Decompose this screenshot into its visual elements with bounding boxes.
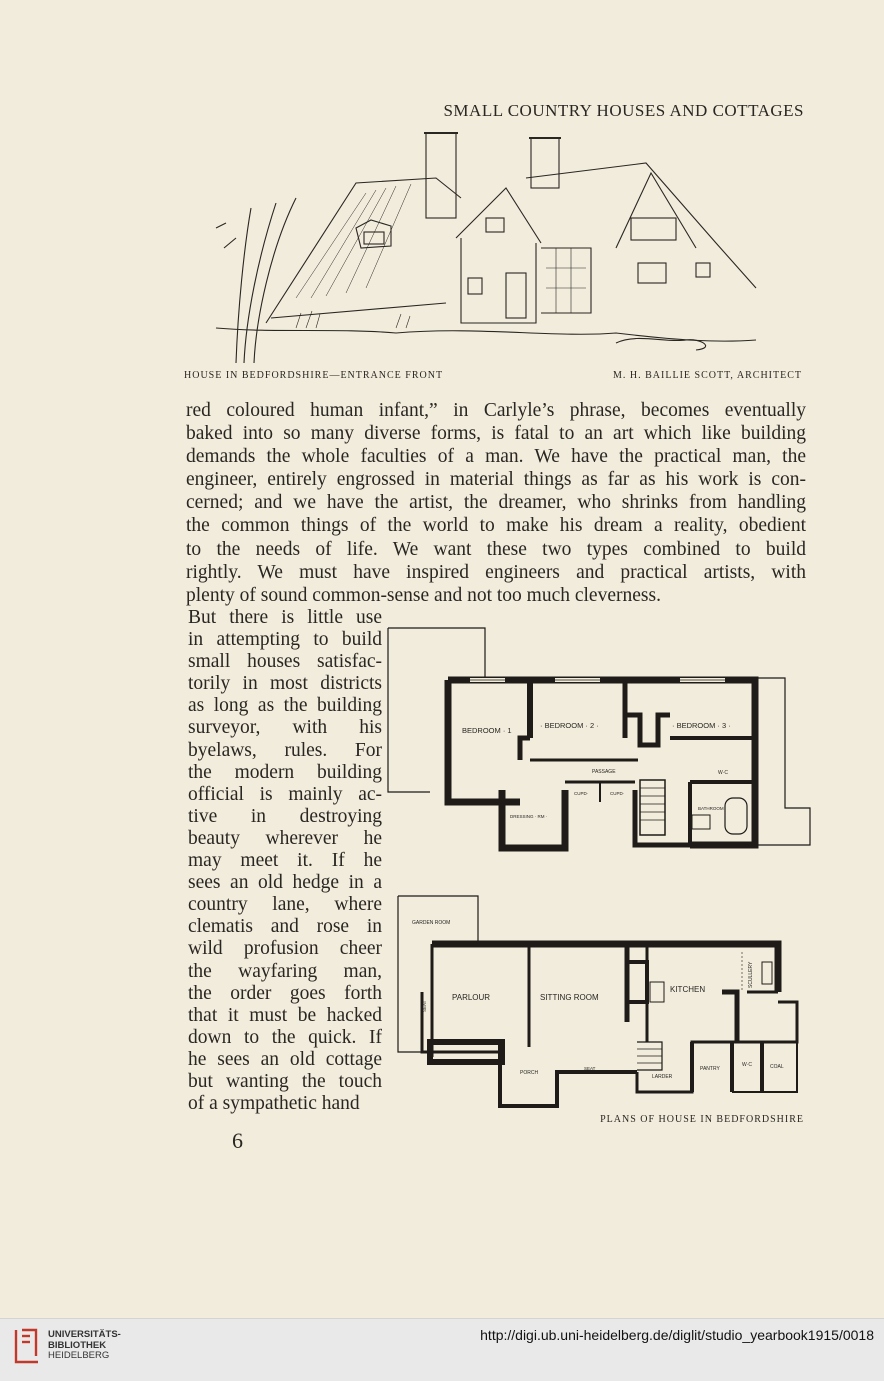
body-text-column (188, 607, 382, 1115)
text-line: but wanting the touch (188, 1070, 382, 1092)
plan-label-passage: PASSAGE (592, 769, 616, 775)
plan-label-sitting-room: SITTING ROOM (540, 993, 599, 1002)
text-line: the wayfaring man, (188, 960, 382, 982)
plan-label-wc: W·C (718, 770, 728, 776)
text-line: small houses satisfac- (188, 651, 382, 673)
text-line: byelaws, rules. For (188, 739, 382, 761)
plan-label-bathroom: BATHROOM (698, 806, 724, 811)
text-line: in attempting to build (188, 629, 382, 651)
plan-label-bedroom-1: BEDROOM · 1 (462, 726, 512, 735)
text-line: demands the whole faculties of a man. We have the practical man, the (186, 446, 806, 468)
text-line: the modern building (188, 761, 382, 783)
plan-label-scullery: SCULLERY (748, 961, 754, 988)
plan-label-coal: COAL (770, 1064, 784, 1070)
text-line: as long as the building (188, 695, 382, 717)
plan-label-seat: SEAT (584, 1066, 596, 1071)
house-sketch-illustration (196, 128, 816, 368)
plan-label-bedroom-2: · BEDROOM · 2 · (540, 721, 599, 730)
upper-floor-plan (380, 620, 816, 852)
text-line: plenty of sound common-sense and not too much cleverness. (186, 584, 661, 606)
illustration-caption: HOUSE IN BEDFORDSHIRE—ENTRANCE FRONT (184, 370, 444, 381)
plan-label-larder: LARDER (652, 1074, 673, 1080)
plan-label-kitchen: KITCHEN (670, 985, 706, 994)
text-line: the order goes forth (188, 982, 382, 1004)
plan-label-parlour: PARLOUR (452, 993, 491, 1002)
text-line: tive in destroying (188, 805, 382, 827)
text-line: cerned; and we have the artist, the dreamer, who shrinks from handling (186, 492, 806, 514)
text-line: engineer, entirely engrossed in material things as far as his work is con- (186, 469, 806, 491)
text-line: clematis and rose in (188, 916, 382, 938)
text-line: beauty wherever he (188, 827, 382, 849)
text-line: down to the quick. If (188, 1026, 382, 1048)
plan-label-cupboard: CUPD· (610, 791, 625, 796)
plan-label-garden-room: GARDEN ROOM (412, 920, 451, 926)
body-text-full-width (186, 399, 806, 607)
text-line: of a sympathetic hand (188, 1093, 360, 1115)
page-number: 6 (232, 1128, 243, 1153)
plan-label-cupboard: CUPD· (574, 791, 589, 796)
text-line: baked into so many diverse forms, is fatal to an art which like building (186, 423, 806, 445)
text-line: that it must be hacked (188, 1004, 382, 1026)
running-head: SMALL COUNTRY HOUSES AND COTTAGES (443, 101, 804, 120)
text-line: country lane, where (188, 894, 382, 916)
text-line: he sees an old cottage (188, 1048, 382, 1070)
plan-label-pantry: PANTRY (700, 1066, 720, 1072)
text-line: torily in most districts (188, 673, 382, 695)
plans-caption: PLANS OF HOUSE IN BEDFORDSHIRE (600, 1114, 804, 1125)
plan-label-bedroom-3: · BEDROOM · 3 · (672, 721, 731, 730)
plan-label-porch: PORCH (520, 1070, 539, 1076)
ground-floor-plan (392, 892, 804, 1110)
text-line: may meet it. If he (188, 850, 382, 872)
text-line: red coloured human infant,” in Carlyle’s phrase, becomes eventually (186, 400, 806, 421)
text-line: wild profusion cheer (188, 938, 382, 960)
text-line: rightly. We must have inspired engineers and practical artists, with (186, 561, 806, 583)
text-line: But there is little use (188, 607, 382, 628)
text-line: sees an old hedge in a (188, 872, 382, 894)
plan-label-dressing-room: DRESSING · RM · (510, 814, 548, 819)
source-url-link[interactable]: http://digi.ub.uni-heidelberg.de/diglit/studio_yearbook1915/0018 (480, 1327, 874, 1343)
plan-label-seat: SEAT (422, 1000, 427, 1012)
plan-label-wc: W·C (742, 1062, 752, 1068)
architect-credit: M. H. BAILLIE SCOTT, ARCHITECT (613, 370, 802, 381)
library-logo-icon[interactable] (10, 1326, 42, 1366)
text-line: the common things of the world to make his dream a reality, obedient (186, 515, 806, 537)
library-name[interactable]: UNIVERSITÄTS- BIBLIOTHEK HEIDELBERG (48, 1329, 121, 1361)
text-line: surveyor, with his (188, 717, 382, 739)
text-line: to the needs of life. We want these two types combined to build (186, 538, 806, 560)
text-line: official is mainly ac- (188, 783, 382, 805)
